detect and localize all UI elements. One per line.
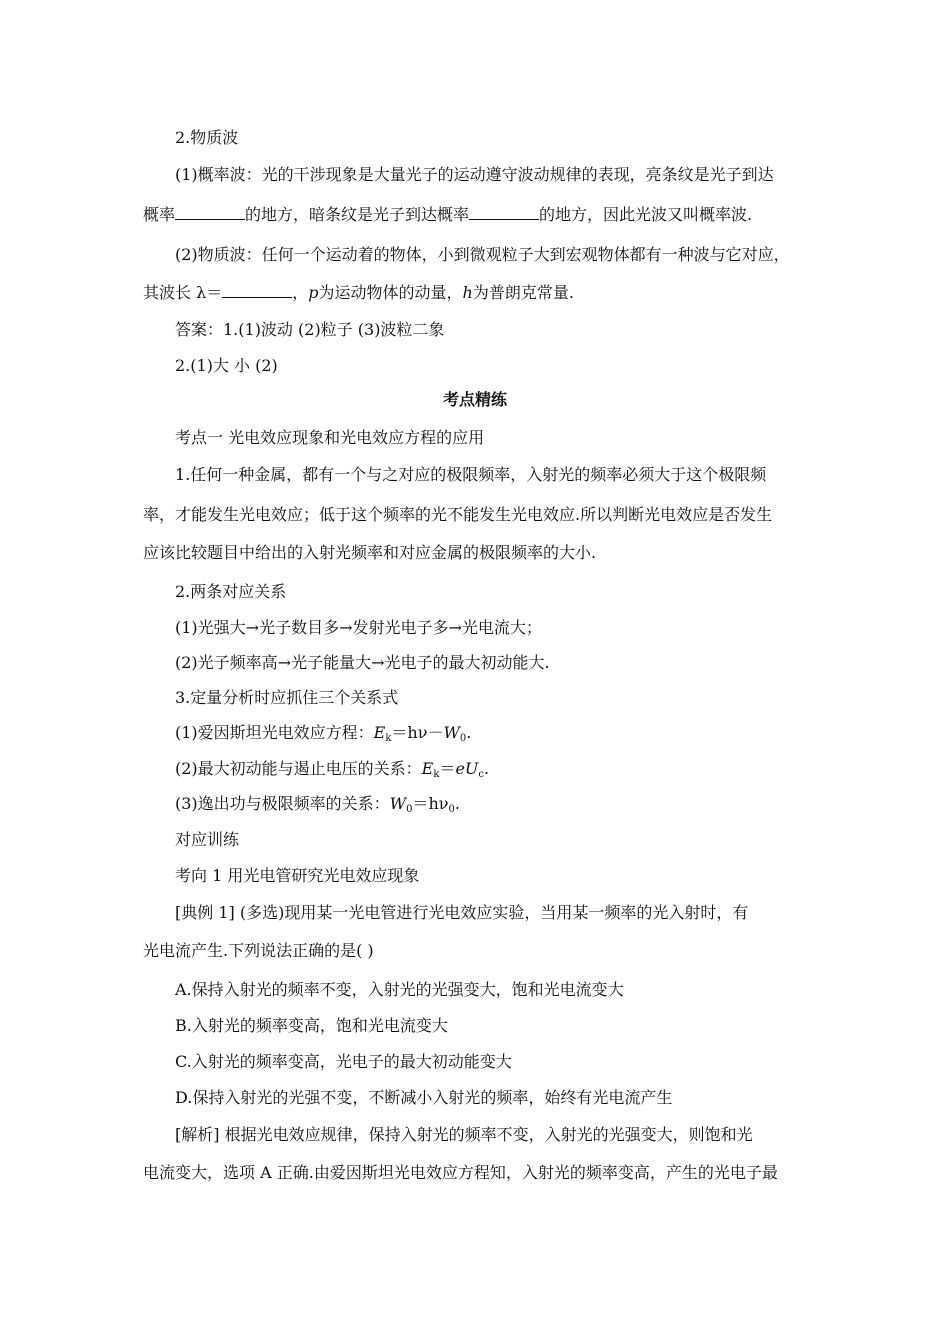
point-1-line3: 应该比较题目中给出的入射光频率和对应金属的极限频率的大小. (143, 543, 597, 562)
section-2-heading: 2.物质波 (175, 128, 239, 147)
topic-1-heading: 考点一 光电效应现象和光电效应方程的应用 (175, 428, 485, 447)
training-heading: 对应训练 (175, 830, 240, 849)
paragraph-probability-wave-line2: 概率 的地方，暗条纹是光子到达概率 的地方，因此光波又叫概率波. (143, 205, 753, 224)
paragraph-matter-wave-line1: (2)物质波：任何一个运动着的物体，小到微观粒子大到宏观物体都有一种波与它对应， (175, 245, 790, 264)
analysis-line2: 电流变大，选项 A 正确.由爱因斯坦光电效应方程知，入射光的频率变高，产生的光电子最 (143, 1163, 778, 1182)
option-d: D.保持入射光的光强不变，不断减小入射光的频率，始终有光电流产生 (175, 1088, 673, 1107)
option-b: B.入射光的频率变高，饱和光电流变大 (175, 1016, 448, 1035)
point-1-line1: 1.任何一种金属，都有一个与之对应的极限频率，入射光的频率必须大于这个极限频 (175, 465, 767, 484)
paragraph-matter-wave-line2: 其波长 λ＝ ，p为运动物体的动量，h为普朗克常量. (143, 283, 574, 302)
point-2-item-2: (2)光子频率高→光子能量大→光电子的最大初动能大. (175, 653, 550, 672)
option-a: A.保持入射光的频率不变，入射光的光强变大，饱和光电流变大 (175, 980, 624, 999)
option-c: C.入射光的频率变高，光电子的最大初动能变大 (175, 1052, 512, 1071)
answer-line-1: 答案：1.(1)波动 (2)粒子 (3)波粒二象 (175, 320, 445, 339)
point-2-heading: 2.两条对应关系 (175, 582, 287, 601)
formula-work-function: (3)逸出功与极限频率的关系：$W_0=h\nu_0$. (175, 794, 461, 815)
answer-line-2: 2.(1)大 小 (2) (175, 356, 278, 375)
fill-blank-3 (222, 283, 292, 298)
paragraph-probability-wave-line1: (1)概率波：光的干涉现象是大量光子的运动遵守波动规律的表现，亮条纹是光子到达 (175, 165, 774, 184)
fill-blank-1 (175, 205, 245, 220)
point-2-item-1: (1)光强大→光子数目多→发射光电子多→光电流大； (175, 618, 542, 637)
example-1-question-line2: 光电流产生.下列说法正确的是( ) (143, 941, 374, 960)
formula-stopping-voltage: (2)最大初动能与遏止电压的关系：$E_k=eU_c$. (175, 759, 490, 780)
fill-blank-2 (469, 205, 539, 220)
analysis-line1: [解析] 根据光电效应规律，保持入射光的频率不变，入射光的光强变大，则饱和光 (175, 1125, 753, 1144)
formula-einstein: (1)爱因斯坦光电效应方程：$E_k=h\nu-W_0$. (175, 723, 472, 744)
direction-1-heading: 考向 1 用光电管研究光电效应现象 (175, 866, 420, 885)
point-1-line2: 率，才能发生光电效应；低于这个频率的光不能发生光电效应.所以判断光电效应是否发生 (143, 505, 773, 524)
section-title: 考点精练 (442, 390, 507, 409)
example-1-question-line1: [典例 1] (多选)现用某一光电管进行光电效应实验，当用某一频率的光入射时，有 (175, 903, 749, 922)
point-3-heading: 3.定量分析时应抓住三个关系式 (175, 688, 399, 707)
